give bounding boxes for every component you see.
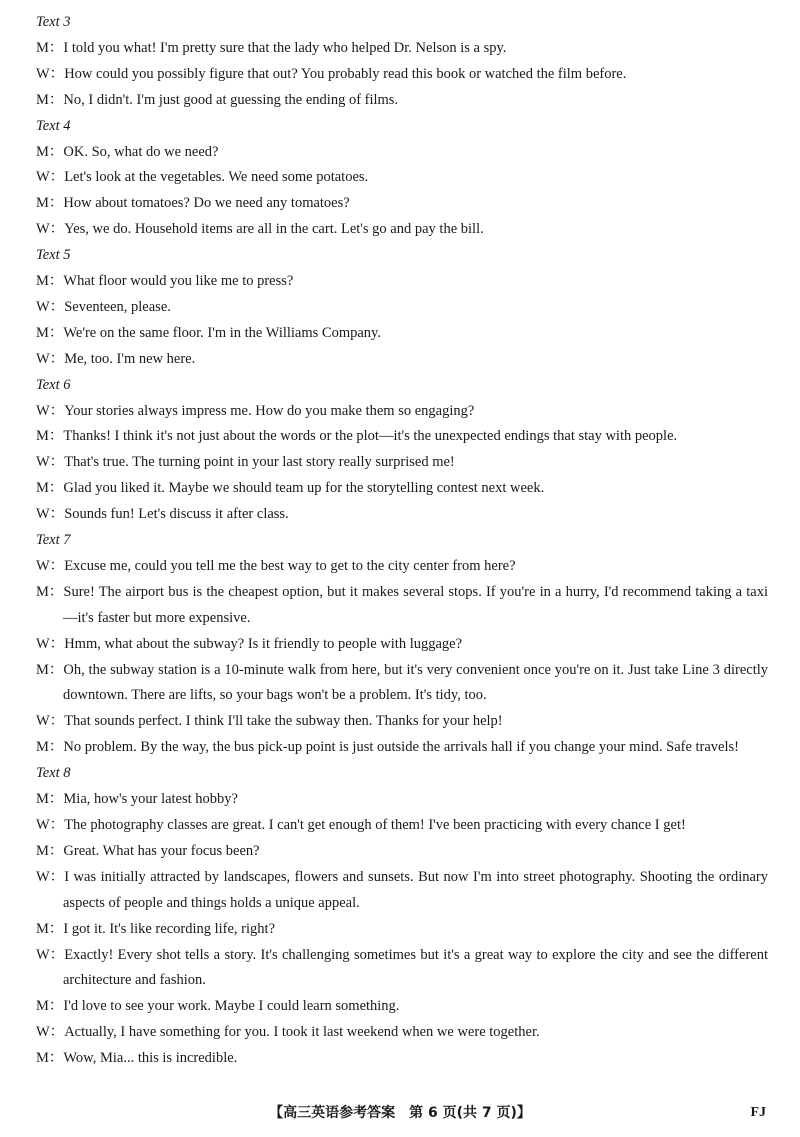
dialogue-text: Oh, the subway station is a 10-minute walk from here, but it's very convenient once you're on it. Just take Line 3 directly downtown. There are lifts, so your bags won't be a problem. It's tidy, too.: [63, 661, 768, 704]
dialogue-text: Glad you liked it. Maybe we should team up for the storytelling contest next week.: [63, 480, 545, 497]
dialogue-text: Exactly! Every shot tells a story. It's challenging sometimes but it's a great way to explore the city and see the different architecture and fashion.: [63, 946, 768, 989]
dialogue-text: How could you possibly figure that out? You probably read this book or watched the film before.: [64, 65, 627, 82]
dialogue-text: Yes, we do. Household items are all in the cart. Let's go and pay the bill.: [64, 221, 484, 238]
dialogue-text: That's true. The turning point in your last story really surprised me!: [64, 454, 455, 471]
speaker-label: W：: [36, 402, 65, 419]
dialogue-line: [36, 347, 768, 373]
dialogue-text: I told you what! I'm pretty sure that the lady who helped Dr. Nelson is a spy.: [63, 39, 507, 56]
dialogue-line: [36, 62, 768, 88]
dialogue-line: [36, 709, 768, 735]
section-heading: Text 8: [36, 765, 71, 782]
speaker-label: M：: [36, 661, 64, 678]
dialogue-text: Let's look at the vegetables. We need some potatoes.: [64, 169, 369, 186]
transcript-section: [36, 10, 768, 114]
speaker-label: W：: [36, 454, 65, 471]
dialogue-line: [36, 140, 768, 166]
speaker-label: M：: [36, 791, 64, 808]
speaker-label: W：: [36, 169, 65, 186]
dialogue-line: [36, 658, 768, 710]
dialogue-line: [36, 269, 768, 295]
dialogue-text: Wow, Mia... this is incredible.: [63, 1050, 238, 1067]
dialogue-line: [36, 450, 768, 476]
section-heading: Text 3: [36, 14, 71, 30]
dialogue-text: Sure! The airport bus is the cheapest option, but it makes several stops. If you're in a hurry, I'd recommend taking a taxi—it's faster but more expensive.: [63, 583, 768, 626]
speaker-label: W：: [36, 221, 65, 238]
dialogue-line: [36, 735, 768, 761]
section-heading: Text 6: [36, 376, 71, 393]
speaker-label: W：: [36, 350, 65, 367]
dialogue-text: Seventeen, please.: [64, 298, 171, 315]
dialogue-line: [36, 839, 768, 865]
dialogue-line: [36, 36, 768, 62]
dialogue-line: [36, 424, 768, 450]
dialogue-line: [36, 554, 768, 580]
dialogue-text: Hmm, what about the subway? Is it friendly to people with luggage?: [64, 635, 463, 652]
dialogue-line: [36, 943, 768, 995]
speaker-label: M：: [36, 583, 64, 600]
dialogue-text: What floor would you like me to press?: [63, 273, 294, 290]
dialogue-text: That sounds perfect. I think I'll take the subway then. Thanks for your help!: [64, 713, 503, 730]
speaker-label: M：: [36, 143, 64, 160]
dialogue-text: Great. What has your focus been?: [63, 842, 260, 859]
speaker-label: M：: [36, 324, 64, 341]
dialogue-text: The photography classes are great. I can't get enough of them! I've been practicing with every chance I get!: [64, 817, 686, 833]
speaker-label: W：: [36, 65, 65, 82]
dialogue-text: Mia, how's your latest hobby?: [63, 791, 238, 808]
speaker-label: M：: [36, 1050, 64, 1067]
transcript-section: [36, 373, 768, 528]
dialogue-line: [36, 865, 768, 917]
speaker-label: M：: [36, 428, 64, 445]
dialogue-line: [36, 165, 768, 191]
dialogue-line: [36, 502, 768, 528]
page-footer: [0, 1100, 800, 1126]
speaker-label: W：: [36, 817, 65, 833]
dialogue-text: I was initially attracted by landscapes, flowers and sunsets. But now I'm into street photography. Shooting the ordinary aspects of people and things holds a unique appeal.: [63, 868, 768, 911]
speaker-label: W：: [36, 298, 65, 315]
speaker-label: M：: [36, 920, 64, 937]
speaker-label: M：: [36, 842, 64, 859]
speaker-label: W：: [36, 1024, 65, 1041]
transcript-section: [36, 114, 768, 244]
dialogue-text: Me, too. I'm new here.: [64, 350, 196, 367]
dialogue-text: Your stories always impress me. How do you make them so engaging?: [64, 402, 475, 419]
speaker-label: W：: [36, 635, 65, 652]
speaker-label: W：: [36, 868, 65, 885]
dialogue-line: [36, 1046, 768, 1072]
footer-page-info: 【高三英语参考答案 第 6 页(共 7 页)】: [269, 1105, 531, 1121]
dialogue-text: How about tomatoes? Do we need any tomatoes?: [63, 195, 350, 212]
speaker-label: M：: [36, 91, 64, 108]
speaker-label: M：: [36, 195, 64, 212]
transcript-section: [36, 243, 768, 373]
dialogue-line: [36, 632, 768, 658]
speaker-label: W：: [36, 557, 65, 574]
dialogue-line: [36, 787, 768, 813]
dialogue-text: Excuse me, could you tell me the best way to get to the city center from here?: [64, 557, 516, 574]
speaker-label: M：: [36, 480, 64, 497]
transcript-body: [36, 10, 768, 1072]
dialogue-line: [36, 994, 768, 1020]
dialogue-line: [36, 217, 768, 243]
dialogue-line: [36, 399, 768, 425]
dialogue-text: I got it. It's like recording life, right?: [63, 920, 276, 937]
dialogue-text: No, I didn't. I'm just good at guessing the ending of films.: [63, 91, 399, 108]
dialogue-line: [36, 321, 768, 347]
dialogue-text: We're on the same floor. I'm in the Williams Company.: [63, 324, 381, 341]
speaker-label: M：: [36, 39, 64, 56]
dialogue-line: [36, 191, 768, 217]
speaker-label: W：: [36, 713, 65, 730]
dialogue-line: [36, 295, 768, 321]
dialogue-text: No problem. By the way, the bus pick-up point is just outside the arrivals hall if you change your mind. Safe travels!: [63, 739, 739, 756]
dialogue-line: [36, 1020, 768, 1046]
dialogue-text: Actually, I have something for you. I took it last weekend when we were together.: [64, 1024, 540, 1041]
transcript-section: [36, 761, 768, 1072]
speaker-label: M：: [36, 273, 64, 290]
section-heading: Text 7: [36, 532, 71, 549]
dialogue-text: Sounds fun! Let's discuss it after class.: [64, 506, 289, 523]
dialogue-line: [36, 476, 768, 502]
transcript-section: [36, 528, 768, 761]
speaker-label: W：: [36, 506, 65, 523]
speaker-label: M：: [36, 739, 64, 756]
dialogue-text: Thanks! I think it's not just about the words or the plot—it's the unexpected endings that stay with people.: [63, 428, 678, 445]
dialogue-text: I'd love to see your work. Maybe I could learn something.: [63, 998, 400, 1015]
dialogue-text: OK. So, what do we need?: [63, 143, 219, 160]
dialogue-line: [36, 88, 768, 114]
section-heading: Text 5: [36, 247, 71, 264]
dialogue-line: [36, 580, 768, 632]
speaker-label: W：: [36, 946, 65, 963]
dialogue-line: [36, 813, 768, 839]
speaker-label: M：: [36, 998, 64, 1015]
dialogue-line: [36, 917, 768, 943]
section-heading: Text 4: [36, 117, 71, 134]
footer-code: FJ: [750, 1105, 766, 1120]
